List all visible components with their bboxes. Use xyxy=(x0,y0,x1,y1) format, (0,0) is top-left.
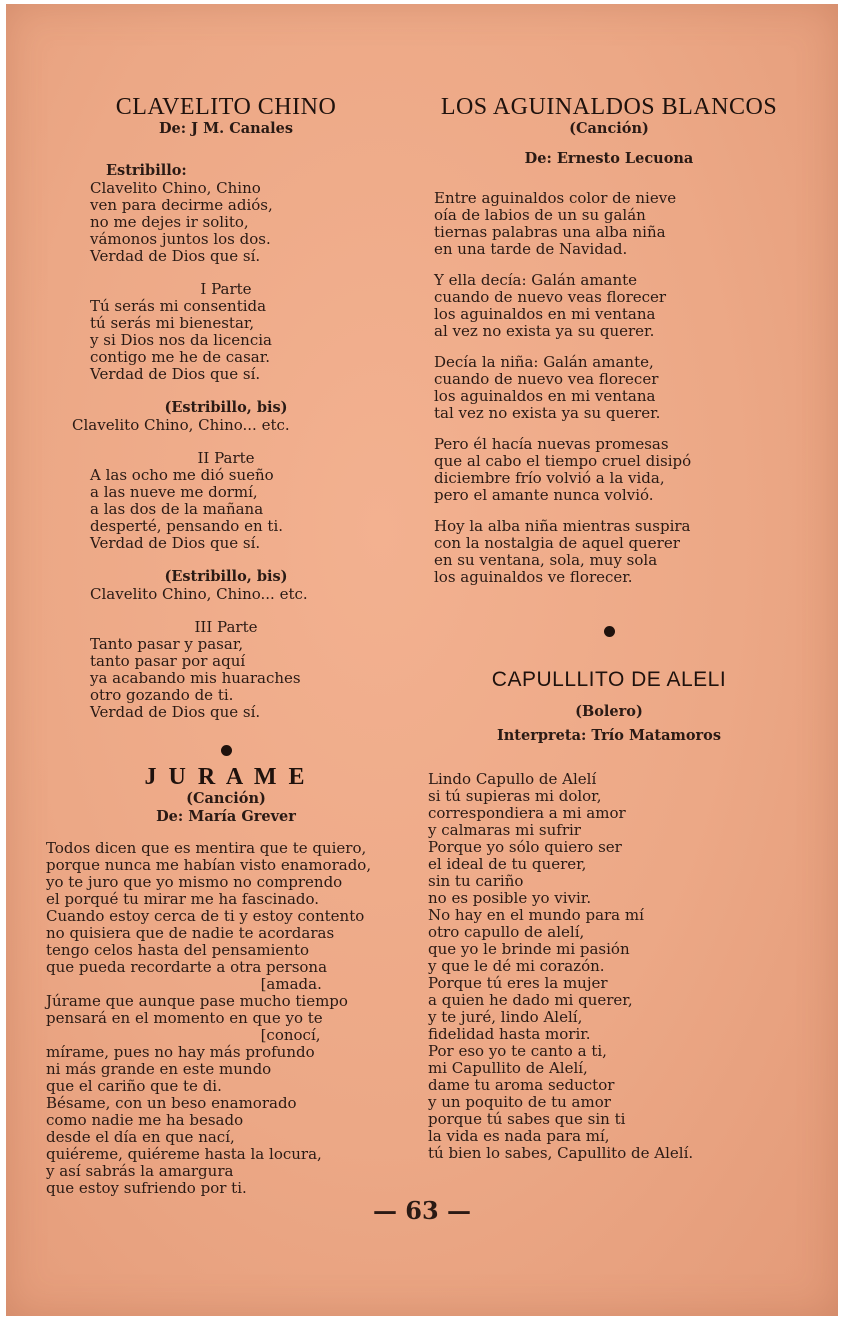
aguinaldos-stanza-5: Hoy la alba niña mientras suspira con la nostalgia de aquel querer en su ventana, sola, muy sola los aguinaldos ve florecer. xyxy=(434,517,691,586)
song-title-jurame: J U R A M E xyxy=(144,764,308,790)
right-column xyxy=(424,94,794,1162)
jurame-lyrics: Todos dicen que es mentira que te quiero, porque nunca me habían visto enamorado, yo te juro que yo mismo no comprendo el porqué tu mirar me ha fascinado. Cuando estoy cerca de ti y estoy contento no quisiera que de nadie te acordaras tengo celos hasta del pensamiento que pueda recordarte a otra persona [amada. Júrame que aunque pase mucho tiempo pensará en el momento en que yo te [conocí, mírame, pues no hay más profundo ni más grande en este mundo que el cariño que te di. Bésame, con un beso enamorado como nadie me ha besado desde el día en que nací, quiéreme, quiéreme hasta la locura, y así sabrás la amargura que estoy sufriendo por ti. xyxy=(46,839,372,1197)
part-3-heading: III Parte xyxy=(194,618,258,636)
section-separator-bullet xyxy=(221,745,232,756)
song-author-clavelito: De: J M. Canales xyxy=(158,120,294,137)
estribillo-lines: Clavelito Chino, Chino ven para decirme adiós, no me dejes ir solito, vámonos juntos los dos. Verdad de Dios que sí. xyxy=(90,179,273,265)
estribillo-bis-2-heading: (Estribillo, bis) xyxy=(164,568,288,585)
estribillo-heading: Estribillo: xyxy=(106,162,187,179)
part-2-heading: II Parte xyxy=(197,449,255,467)
book-page xyxy=(6,4,838,1316)
estribillo-bis-2-line: Clavelito Chino, Chino... etc. xyxy=(90,585,308,603)
song-author-aguinaldos: De: Ernesto Lecuona xyxy=(524,150,694,167)
part-3-lines: Tanto pasar y pasar, tanto pasar por aquí ya acabando mis huaraches otro gozando de ti. Verdad de Dios que sí. xyxy=(90,635,301,721)
estribillo-bis-1-heading: (Estribillo, bis) xyxy=(164,399,288,416)
page-number: — 63 — xyxy=(372,1196,472,1225)
left-column xyxy=(46,94,406,1197)
aguinaldos-stanza-1: Entre aguinaldos color de nieve oía de labios de un su galán tiernas palabras una alba niña en una tarde de Navidad. xyxy=(434,189,677,258)
capullito-lyrics: Lindo Capullo de Alelí si tú supieras mi dolor, correspondiera a mi amor y calmaras mi sufrir Porque yo sólo quiero ser el ideal de tu querer, sin tu cariño no es posible yo vivir. No hay en el mundo para mí otro capullo de alelí, que yo le brinde mi pasión y que le dé mi corazón. Porque tú eres la mujer a quien he dado mi querer, y te juré, lindo Alelí, fidelidad hasta morir. Por eso yo te canto a ti, mi Capullito de Alelí, dame tu aroma seductor y un poquito de tu amor porque tú sabes que sin ti la vida es nada para mí, tú bien lo sabes, Capullito de Alelí. xyxy=(428,770,694,1162)
song-genre-capullito: (Bolero) xyxy=(575,703,643,720)
song-interpreter-capullito: Interpreta: Trío Matamoros xyxy=(496,727,721,744)
aguinaldos-stanza-3: Decía la niña: Galán amante, cuando de nuevo vea florecer los aguinaldos en mi ventana tal vez no exista ya su querer. xyxy=(434,353,661,422)
aguinaldos-stanza-2: Y ella decía: Galán amante cuando de nuevo veas florecer los aguinaldos en mi ventana al vez no exista ya su querer. xyxy=(434,271,667,340)
song-genre-aguinaldos: (Canción) xyxy=(569,120,649,137)
song-genre-jurame: (Canción) xyxy=(186,790,266,807)
song-author-jurame: De: María Grever xyxy=(156,808,296,825)
song-title-aguinaldos-blancos: LOS AGUINALDOS BLANCOS xyxy=(440,94,778,120)
song-title-capullito-de-aleli: CAPULLLITO DE ALELI xyxy=(491,668,727,691)
aguinaldos-stanza-4: Pero él hacía nuevas promesas que al cabo el tiempo cruel disipó diciembre frío volvió a la vida, pero el amante nunca volvió. xyxy=(434,435,692,504)
part-1-lines: Tú serás mi consentida tú serás mi bienestar, y si Dios nos da licencia contigo me he de casar. Verdad de Dios que sí. xyxy=(90,297,272,383)
estribillo-bis-1-line: Clavelito Chino, Chino... etc. xyxy=(72,416,290,434)
song-title-clavelito-chino: CLAVELITO CHINO xyxy=(115,94,337,120)
section-separator-bullet xyxy=(604,626,615,637)
part-2-lines: A las ocho me dió sueño a las nueve me dormí, a las dos de la mañana desperté, pensando en ti. Verdad de Dios que sí. xyxy=(90,466,284,552)
part-1-heading: I Parte xyxy=(200,280,252,298)
